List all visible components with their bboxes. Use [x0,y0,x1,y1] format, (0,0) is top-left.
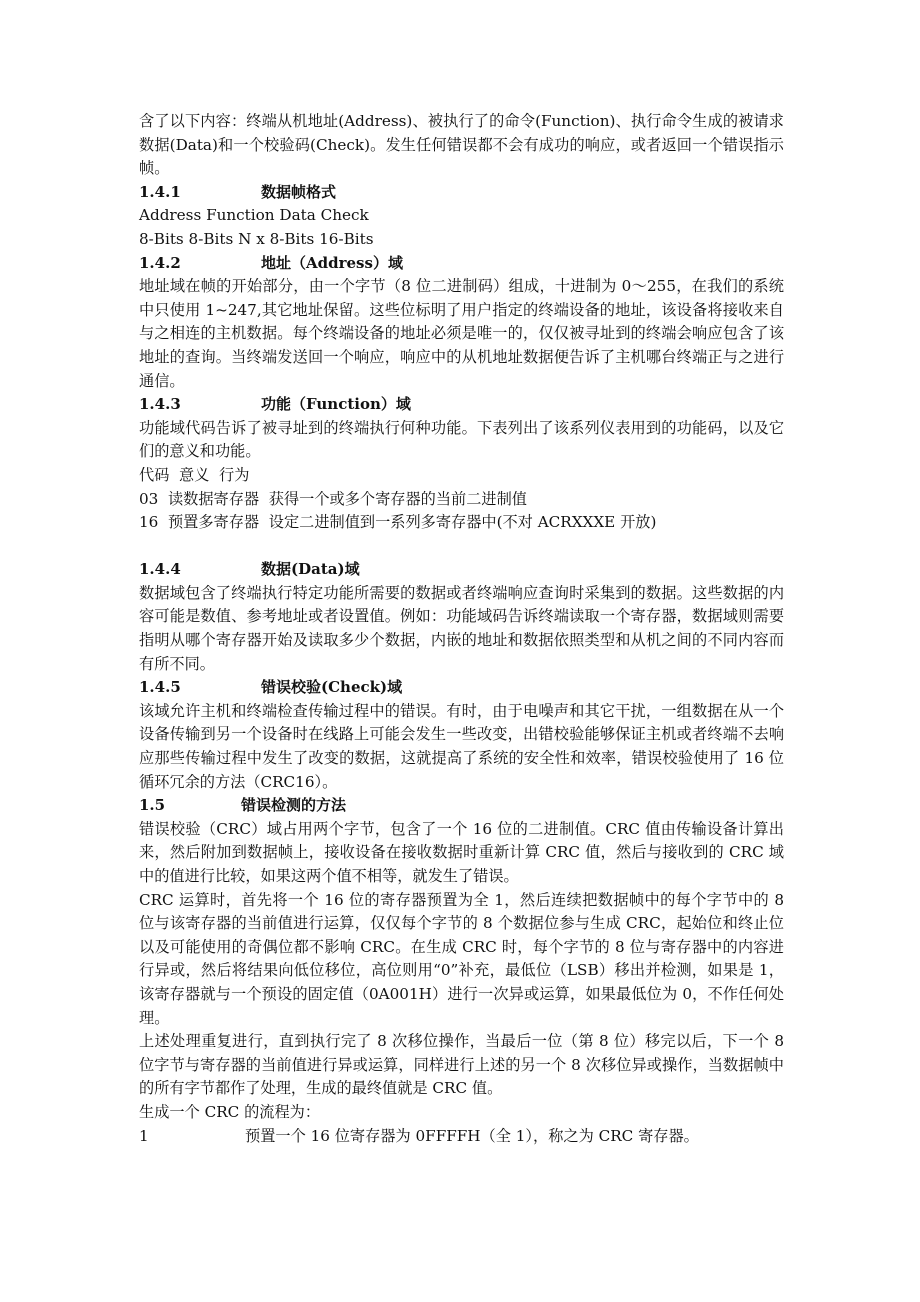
heading-title: 功能（Function）域 [261,395,411,414]
heading-1-4-2 [139,252,784,276]
crc-flow-intro: 生成一个 CRC 的流程为： [139,1102,321,1121]
heading-title: 错误校验(Check)域 [261,678,403,697]
heading-1-4-3 [139,393,784,417]
crc-operation-paragraph: CRC 运算时，首先将一个 16 位的寄存器预置为全 1，然后连续把数据帧中的每个字节中的 8 位与该寄存器的当前值进行运算，仅仅每个字节的 8 个数据位参与生成 CRC，起始位和终止位以及可能使用的奇偶位都不影响 CRC。在生成 CRC 时，每个字节的 8 位与寄存器中的内容进行异或，然后将结果向低位移位，高位则用“0”补充，最低位（LSB）移出并检测，如果是 1，该寄存器就与一个预设的固定值（0A001H）进行一次异或运算，如果最低位为 0，不作任何处理。 [139,890,784,1027]
heading-number: 1.4.4 [139,560,181,579]
heading-1-4-1 [139,181,784,205]
heading-title: 地址（Address）域 [261,253,403,272]
heading-1-4-5 [139,676,784,700]
heading-number: 1.4.5 [139,678,181,697]
crc-paragraph: 错误校验（CRC）域占用两个字节，包含了一个 16 位的二进制值。CRC 值由传输设备计算出来，然后附加到数据帧上，接收设备在接收数据时重新计算 CRC 值，然后与接收到的 CRC 域中的值进行比较，如果这两个值不相等，就发生了错误。 [139,819,784,885]
address-paragraph: 地址域在帧的开始部分，由一个字节（8 位二进制码）组成，十进制为 0～255，在我们的系统中只使用 1~247,其它地址保留。这些位标明了用户指定的终端设备的地址，该设备将接收来自与之相连的主机数据。每个终端设备的地址必须是唯一的，仅仅被寻址到的终端会响应包含了该地址的查询。当终端发送回一个响应，响应中的从机地址数据便告诉了主机哪台终端正与之进行通信。 [139,277,784,390]
heading-number: 1.4.2 [139,253,181,272]
frame-bits-line: 8-Bits 8-Bits N x 8-Bits 16-Bits [139,229,374,248]
function-table-row: 16 预置多寄存器 设定二进制值到一系列多寄存器中(不对 ACRXXXE 开放) [139,513,657,532]
heading-1-5 [139,794,784,818]
heading-title: 错误检测的方法 [241,796,347,815]
heading-number: 1.4.1 [139,182,181,201]
function-paragraph: 功能域代码告诉了被寻址到的终端执行何种功能。下表列出了该系列仪表用到的功能码，以及它们的意义和功能。 [139,418,784,461]
crc-step-1 [139,1125,784,1149]
step-text: 预置一个 16 位寄存器为 0FFFFH（全 1），称之为 CRC 寄存器。 [245,1126,699,1145]
crc-repeat-paragraph: 上述处理重复进行，直到执行完了 8 次移位操作，当最后一位（第 8 位）移完以后，下一个 8 位字节与寄存器的当前值进行异或运算，同样进行上述的另一个 8 次移位异或操作，当数据帧中的所有字节都作了处理，生成的最终值就是 CRC 值。 [139,1032,784,1098]
function-table-row: 03 读数据寄存器 获得一个或多个寄存器的当前二进制值 [139,489,527,508]
function-table-header: 代码 意义 行为 [139,465,250,484]
heading-title: 数据(Data)域 [261,560,360,579]
data-paragraph: 数据域包含了终端执行特定功能所需要的数据或者终端响应查询时采集到的数据。这些数据的内容可能是数值、参考地址或者设置值。例如：功能域码告诉终端读取一个寄存器，数据域则需要指明从哪个寄存器开始及读取多少个数据，内嵌的地址和数据依照类型和从机之间的不同内容而有所不同。 [139,583,784,673]
heading-number: 1.5 [139,796,166,815]
blank-line [139,535,784,559]
heading-1-4-4 [139,558,784,582]
intro-paragraph: 含了以下内容：终端从机地址(Address)、被执行了的命令(Function)、执行命令生成的被请求数据(Data)和一个校验码(Check)。发生任何错误都不会有成功的响应，或者返回一个错误指示帧。 [139,112,784,178]
step-number: 1 [139,1126,149,1145]
frame-fields-line: Address Function Data Check [139,206,369,225]
heading-title: 数据帧格式 [261,182,337,201]
document-page [139,110,784,1148]
check-paragraph: 该域允许主机和终端检查传输过程中的错误。有时，由于电噪声和其它干扰，一组数据在从一个设备传输到另一个设备时在线路上可能会发生一些改变，出错校验能够保证主机或者终端不去响应那些传输过程中发生了改变的数据，这就提高了系统的安全性和效率，错误校验使用了 16 位循环冗余的方法（CRC16）。 [139,701,784,791]
heading-number: 1.4.3 [139,395,181,414]
